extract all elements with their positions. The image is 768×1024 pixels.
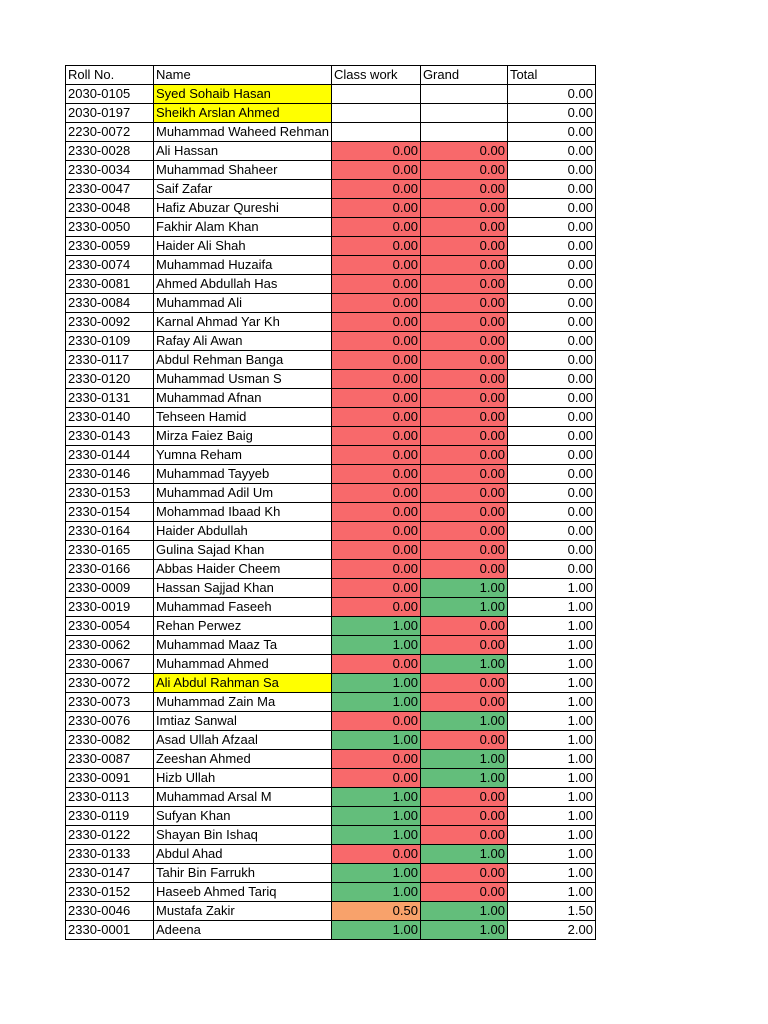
cell-name[interactable]: Muhammad Huzaifa (154, 256, 332, 275)
cell-roll[interactable]: 2330-0133 (66, 845, 154, 864)
cell-grand[interactable]: 0.00 (420, 807, 507, 826)
cell-grand[interactable]: 0.00 (420, 484, 507, 503)
cell-roll[interactable]: 2330-0009 (66, 579, 154, 598)
cell-classwork[interactable]: 1.00 (331, 807, 420, 826)
table-row (66, 465, 596, 484)
table-row (66, 560, 596, 579)
cell-grand[interactable]: 0.00 (420, 503, 507, 522)
table-row (66, 85, 596, 104)
table-row (66, 636, 596, 655)
cell-total[interactable]: 1.00 (507, 883, 595, 902)
cell-total[interactable]: 1.00 (507, 617, 595, 636)
cell-classwork[interactable] (331, 123, 420, 142)
cell-classwork[interactable]: 0.00 (331, 522, 420, 541)
cell-grand[interactable]: 0.00 (420, 218, 507, 237)
cell-classwork[interactable]: 0.00 (331, 750, 420, 769)
cell-roll[interactable]: 2330-0147 (66, 864, 154, 883)
cell-roll[interactable]: 2330-0048 (66, 199, 154, 218)
cell-grand[interactable]: 0.00 (420, 522, 507, 541)
cell-name[interactable]: Rafay Ali Awan (154, 332, 332, 351)
cell-roll[interactable]: 2330-0166 (66, 560, 154, 579)
cell-name[interactable]: Adeena (154, 921, 332, 940)
cell-name[interactable]: Mustafa Zakir (154, 902, 332, 921)
cell-classwork[interactable]: 0.00 (331, 598, 420, 617)
cell-grand[interactable]: 1.00 (420, 655, 507, 674)
table-row (66, 237, 596, 256)
header-total[interactable]: Total (507, 66, 595, 85)
cell-roll[interactable]: 2330-0140 (66, 408, 154, 427)
cell-grand[interactable]: 0.00 (420, 142, 507, 161)
cell-roll[interactable]: 2330-0119 (66, 807, 154, 826)
cell-classwork[interactable]: 0.00 (331, 579, 420, 598)
cell-total[interactable]: 0.00 (507, 294, 595, 313)
cell-total[interactable]: 0.00 (507, 104, 595, 123)
table-row (66, 617, 596, 636)
cell-total[interactable]: 0.00 (507, 237, 595, 256)
cell-grand[interactable]: 1.00 (420, 769, 507, 788)
cell-total[interactable]: 0.00 (507, 503, 595, 522)
cell-roll[interactable]: 2330-0117 (66, 351, 154, 370)
cell-name[interactable]: Muhammad Ali (154, 294, 332, 313)
cell-grand[interactable]: 0.00 (420, 465, 507, 484)
cell-name[interactable]: Muhammad Afnan (154, 389, 332, 408)
table-row (66, 161, 596, 180)
table-row (66, 788, 596, 807)
cell-grand[interactable]: 0.00 (420, 237, 507, 256)
cell-name[interactable]: Sufyan Khan (154, 807, 332, 826)
header-classwork[interactable]: Class work (331, 66, 420, 85)
cell-total[interactable]: 1.00 (507, 769, 595, 788)
cell-roll[interactable]: 2030-0197 (66, 104, 154, 123)
cell-roll[interactable]: 2330-0154 (66, 503, 154, 522)
cell-roll[interactable]: 2330-0067 (66, 655, 154, 674)
table-row (66, 674, 596, 693)
cell-total[interactable]: 1.00 (507, 655, 595, 674)
table-row (66, 655, 596, 674)
cell-roll[interactable]: 2330-0146 (66, 465, 154, 484)
cell-grand[interactable]: 0.00 (420, 427, 507, 446)
cell-roll[interactable]: 2330-0028 (66, 142, 154, 161)
cell-roll[interactable]: 2330-0092 (66, 313, 154, 332)
table-row (66, 826, 596, 845)
cell-classwork[interactable]: 0.00 (331, 275, 420, 294)
cell-name[interactable]: Abdul Rehman Banga (154, 351, 332, 370)
cell-total[interactable]: 1.00 (507, 579, 595, 598)
cell-total[interactable]: 0.00 (507, 465, 595, 484)
table-row (66, 123, 596, 142)
cell-name[interactable]: Haider Ali Shah (154, 237, 332, 256)
cell-name[interactable]: Rehan Perwez (154, 617, 332, 636)
cell-total[interactable]: 1.00 (507, 636, 595, 655)
cell-classwork[interactable]: 0.00 (331, 484, 420, 503)
cell-total[interactable]: 0.00 (507, 199, 595, 218)
cell-total[interactable]: 0.00 (507, 351, 595, 370)
cell-classwork[interactable]: 1.00 (331, 883, 420, 902)
cell-name[interactable]: Muhammad Zain Ma (154, 693, 332, 712)
cell-grand[interactable] (420, 123, 507, 142)
table-row (66, 921, 596, 940)
cell-name[interactable]: Asad Ullah Afzaal (154, 731, 332, 750)
table-row (66, 408, 596, 427)
cell-grand[interactable]: 0.00 (420, 446, 507, 465)
cell-classwork[interactable] (331, 85, 420, 104)
cell-name[interactable]: Karnal Ahmad Yar Kh (154, 313, 332, 332)
cell-name[interactable]: Abdul Ahad (154, 845, 332, 864)
cell-classwork[interactable]: 0.00 (331, 294, 420, 313)
cell-roll[interactable]: 2330-0062 (66, 636, 154, 655)
cell-name[interactable]: Mirza Faiez Baig (154, 427, 332, 446)
cell-grand[interactable]: 0.00 (420, 617, 507, 636)
cell-name[interactable]: Muhammad Shaheer (154, 161, 332, 180)
table-row (66, 256, 596, 275)
cell-name[interactable]: Imtiaz Sanwal (154, 712, 332, 731)
table-row (66, 902, 596, 921)
cell-name[interactable]: Tahir Bin Farrukh (154, 864, 332, 883)
cell-total[interactable]: 1.50 (507, 902, 595, 921)
cell-grand[interactable]: 1.00 (420, 750, 507, 769)
cell-classwork[interactable]: 0.00 (331, 712, 420, 731)
cell-roll[interactable]: 2030-0105 (66, 85, 154, 104)
cell-classwork[interactable]: 0.00 (331, 218, 420, 237)
cell-total[interactable]: 1.00 (507, 731, 595, 750)
table-row (66, 883, 596, 902)
cell-classwork[interactable]: 0.00 (331, 769, 420, 788)
cell-total[interactable]: 1.00 (507, 750, 595, 769)
cell-classwork[interactable]: 0.00 (331, 560, 420, 579)
cell-classwork[interactable]: 0.00 (331, 237, 420, 256)
cell-roll[interactable]: 2330-0165 (66, 541, 154, 560)
cell-total[interactable]: 1.00 (507, 826, 595, 845)
cell-name[interactable]: Haider Abdullah (154, 522, 332, 541)
cell-total[interactable]: 0.00 (507, 85, 595, 104)
cell-total[interactable]: 1.00 (507, 845, 595, 864)
cell-roll[interactable]: 2330-0081 (66, 275, 154, 294)
cell-classwork[interactable]: 1.00 (331, 921, 420, 940)
cell-name[interactable]: Tehseen Hamid (154, 408, 332, 427)
cell-classwork[interactable]: 0.00 (331, 845, 420, 864)
cell-classwork[interactable]: 0.50 (331, 902, 420, 921)
cell-roll[interactable]: 2330-0113 (66, 788, 154, 807)
cell-total[interactable]: 0.00 (507, 427, 595, 446)
cell-name[interactable]: Saif Zafar (154, 180, 332, 199)
table-row (66, 351, 596, 370)
cell-classwork[interactable]: 1.00 (331, 731, 420, 750)
cell-total[interactable]: 1.00 (507, 864, 595, 883)
cell-grand[interactable]: 0.00 (420, 693, 507, 712)
cell-grand[interactable]: 1.00 (420, 579, 507, 598)
cell-total[interactable]: 0.00 (507, 389, 595, 408)
cell-roll[interactable]: 2330-0120 (66, 370, 154, 389)
cell-roll[interactable]: 2330-0047 (66, 180, 154, 199)
cell-grand[interactable]: 0.00 (420, 674, 507, 693)
cell-roll[interactable]: 2330-0152 (66, 883, 154, 902)
header-grand[interactable]: Grand (420, 66, 507, 85)
table-row (66, 731, 596, 750)
cell-classwork[interactable]: 1.00 (331, 826, 420, 845)
cell-classwork[interactable]: 1.00 (331, 693, 420, 712)
table-row (66, 769, 596, 788)
table-row (66, 522, 596, 541)
cell-classwork[interactable]: 0.00 (331, 389, 420, 408)
cell-name[interactable]: Hafiz Abuzar Qureshi (154, 199, 332, 218)
table-row (66, 503, 596, 522)
cell-total[interactable]: 0.00 (507, 484, 595, 503)
grade-table (65, 65, 596, 940)
table-row (66, 579, 596, 598)
cell-classwork[interactable]: 1.00 (331, 788, 420, 807)
table-row (66, 142, 596, 161)
header-name[interactable]: Name (154, 66, 332, 85)
table-row (66, 389, 596, 408)
table-row (66, 693, 596, 712)
cell-total[interactable]: 2.00 (507, 921, 595, 940)
cell-total[interactable]: 1.00 (507, 693, 595, 712)
cell-grand[interactable]: 0.00 (420, 313, 507, 332)
cell-grand[interactable]: 0.00 (420, 560, 507, 579)
cell-roll[interactable]: 2330-0122 (66, 826, 154, 845)
table-row (66, 180, 596, 199)
cell-classwork[interactable]: 0.00 (331, 256, 420, 275)
cell-roll[interactable]: 2330-0054 (66, 617, 154, 636)
cell-name[interactable]: Shayan Bin Ishaq (154, 826, 332, 845)
table-row (66, 807, 596, 826)
cell-roll[interactable]: 2330-0131 (66, 389, 154, 408)
cell-classwork[interactable]: 0.00 (331, 541, 420, 560)
table-row (66, 712, 596, 731)
cell-name[interactable]: Ali Abdul Rahman Sa (154, 674, 332, 693)
cell-roll[interactable]: 2330-0109 (66, 332, 154, 351)
cell-name[interactable]: Gulina Sajad Khan (154, 541, 332, 560)
cell-grand[interactable] (420, 85, 507, 104)
cell-classwork[interactable]: 1.00 (331, 617, 420, 636)
cell-name[interactable]: Muhammad Waheed Rehman (154, 123, 332, 142)
cell-total[interactable]: 0.00 (507, 180, 595, 199)
cell-roll[interactable]: 2330-0153 (66, 484, 154, 503)
cell-roll[interactable]: 2330-0164 (66, 522, 154, 541)
cell-total[interactable]: 1.00 (507, 674, 595, 693)
cell-grand[interactable]: 0.00 (420, 332, 507, 351)
cell-classwork[interactable] (331, 104, 420, 123)
cell-total[interactable]: 0.00 (507, 256, 595, 275)
cell-grand[interactable]: 0.00 (420, 788, 507, 807)
cell-grand[interactable]: 0.00 (420, 826, 507, 845)
cell-name[interactable]: Muhammad Maaz Ta (154, 636, 332, 655)
table-row (66, 199, 596, 218)
cell-total[interactable]: 1.00 (507, 807, 595, 826)
cell-grand[interactable]: 0.00 (420, 636, 507, 655)
cell-classwork[interactable]: 0.00 (331, 408, 420, 427)
cell-total[interactable]: 0.00 (507, 313, 595, 332)
cell-grand[interactable]: 0.00 (420, 275, 507, 294)
cell-grand[interactable]: 1.00 (420, 921, 507, 940)
cell-total[interactable]: 0.00 (507, 123, 595, 142)
cell-classwork[interactable]: 0.00 (331, 332, 420, 351)
cell-name[interactable]: Ahmed Abdullah Has (154, 275, 332, 294)
cell-roll[interactable]: 2330-0001 (66, 921, 154, 940)
header-row (66, 66, 596, 85)
cell-grand[interactable]: 0.00 (420, 864, 507, 883)
cell-name[interactable]: Muhammad Adil Um (154, 484, 332, 503)
cell-roll[interactable]: 2330-0019 (66, 598, 154, 617)
cell-grand[interactable]: 0.00 (420, 541, 507, 560)
cell-name[interactable]: Muhammad Tayyeb (154, 465, 332, 484)
cell-name[interactable]: Fakhir Alam Khan (154, 218, 332, 237)
cell-classwork[interactable]: 0.00 (331, 199, 420, 218)
cell-grand[interactable]: 0.00 (420, 883, 507, 902)
table-row (66, 332, 596, 351)
cell-roll[interactable]: 2330-0144 (66, 446, 154, 465)
cell-classwork[interactable]: 0.00 (331, 161, 420, 180)
cell-grand[interactable]: 0.00 (420, 180, 507, 199)
table-row (66, 294, 596, 313)
cell-classwork[interactable]: 0.00 (331, 370, 420, 389)
table-row (66, 864, 596, 883)
cell-grand[interactable]: 0.00 (420, 351, 507, 370)
cell-grand[interactable]: 0.00 (420, 408, 507, 427)
cell-classwork[interactable]: 1.00 (331, 864, 420, 883)
cell-roll[interactable]: 2330-0072 (66, 674, 154, 693)
cell-name[interactable]: Muhammad Usman S (154, 370, 332, 389)
cell-classwork[interactable]: 0.00 (331, 503, 420, 522)
cell-roll[interactable]: 2330-0087 (66, 750, 154, 769)
table-row (66, 541, 596, 560)
cell-name[interactable]: Hassan Sajjad Khan (154, 579, 332, 598)
cell-grand[interactable]: 0.00 (420, 256, 507, 275)
cell-classwork[interactable]: 0.00 (331, 351, 420, 370)
header-roll[interactable]: Roll No. (66, 66, 154, 85)
cell-classwork[interactable]: 1.00 (331, 636, 420, 655)
cell-name[interactable]: Sheikh Arslan Ahmed (154, 104, 332, 123)
cell-grand[interactable]: 1.00 (420, 598, 507, 617)
cell-grand[interactable]: 0.00 (420, 294, 507, 313)
table-row (66, 446, 596, 465)
cell-total[interactable]: 0.00 (507, 560, 595, 579)
cell-roll[interactable]: 2330-0091 (66, 769, 154, 788)
table-row (66, 598, 596, 617)
cell-roll[interactable]: 2330-0050 (66, 218, 154, 237)
cell-grand[interactable]: 0.00 (420, 731, 507, 750)
cell-classwork[interactable]: 0.00 (331, 180, 420, 199)
cell-roll[interactable]: 2330-0074 (66, 256, 154, 275)
cell-total[interactable]: 1.00 (507, 598, 595, 617)
cell-roll[interactable]: 2330-0084 (66, 294, 154, 313)
table-row (66, 218, 596, 237)
cell-classwork[interactable]: 0.00 (331, 427, 420, 446)
table-row (66, 484, 596, 503)
cell-name[interactable]: Haseeb Ahmed Tariq (154, 883, 332, 902)
cell-total[interactable]: 1.00 (507, 712, 595, 731)
cell-grand[interactable]: 1.00 (420, 712, 507, 731)
cell-total[interactable]: 0.00 (507, 161, 595, 180)
cell-grand[interactable]: 1.00 (420, 902, 507, 921)
cell-grand[interactable]: 0.00 (420, 161, 507, 180)
cell-total[interactable]: 0.00 (507, 370, 595, 389)
cell-total[interactable]: 0.00 (507, 408, 595, 427)
cell-grand[interactable] (420, 104, 507, 123)
cell-name[interactable]: Yumna Reham (154, 446, 332, 465)
cell-name[interactable]: Mohammad Ibaad Kh (154, 503, 332, 522)
cell-roll[interactable]: 2230-0072 (66, 123, 154, 142)
cell-name[interactable]: Muhammad Ahmed (154, 655, 332, 674)
cell-grand[interactable]: 0.00 (420, 370, 507, 389)
table-row (66, 104, 596, 123)
cell-classwork[interactable]: 0.00 (331, 313, 420, 332)
cell-grand[interactable]: 0.00 (420, 199, 507, 218)
cell-classwork[interactable]: 0.00 (331, 655, 420, 674)
table-row (66, 427, 596, 446)
table-row (66, 750, 596, 769)
cell-name[interactable]: Muhammad Arsal M (154, 788, 332, 807)
cell-total[interactable]: 1.00 (507, 788, 595, 807)
cell-grand[interactable]: 1.00 (420, 845, 507, 864)
table-row (66, 275, 596, 294)
cell-classwork[interactable]: 0.00 (331, 465, 420, 484)
cell-roll[interactable]: 2330-0046 (66, 902, 154, 921)
cell-total[interactable]: 0.00 (507, 522, 595, 541)
cell-name[interactable]: Abbas Haider Cheem (154, 560, 332, 579)
cell-classwork[interactable]: 1.00 (331, 674, 420, 693)
cell-total[interactable]: 0.00 (507, 332, 595, 351)
cell-roll[interactable]: 2330-0143 (66, 427, 154, 446)
cell-roll[interactable]: 2330-0059 (66, 237, 154, 256)
cell-name[interactable]: Zeeshan Ahmed (154, 750, 332, 769)
cell-roll[interactable]: 2330-0034 (66, 161, 154, 180)
cell-classwork[interactable]: 0.00 (331, 446, 420, 465)
table-row (66, 313, 596, 332)
cell-name[interactable]: Hizb Ullah (154, 769, 332, 788)
cell-total[interactable]: 0.00 (507, 541, 595, 560)
cell-total[interactable]: 0.00 (507, 275, 595, 294)
cell-roll[interactable]: 2330-0082 (66, 731, 154, 750)
cell-total[interactable]: 0.00 (507, 446, 595, 465)
cell-name[interactable]: Muhammad Faseeh (154, 598, 332, 617)
cell-name[interactable]: Syed Sohaib Hasan (154, 85, 332, 104)
table-row (66, 845, 596, 864)
cell-roll[interactable]: 2330-0073 (66, 693, 154, 712)
cell-total[interactable]: 0.00 (507, 218, 595, 237)
cell-grand[interactable]: 0.00 (420, 389, 507, 408)
table-row (66, 370, 596, 389)
cell-roll[interactable]: 2330-0076 (66, 712, 154, 731)
cell-classwork[interactable]: 0.00 (331, 142, 420, 161)
cell-name[interactable]: Ali Hassan (154, 142, 332, 161)
cell-total[interactable]: 0.00 (507, 142, 595, 161)
